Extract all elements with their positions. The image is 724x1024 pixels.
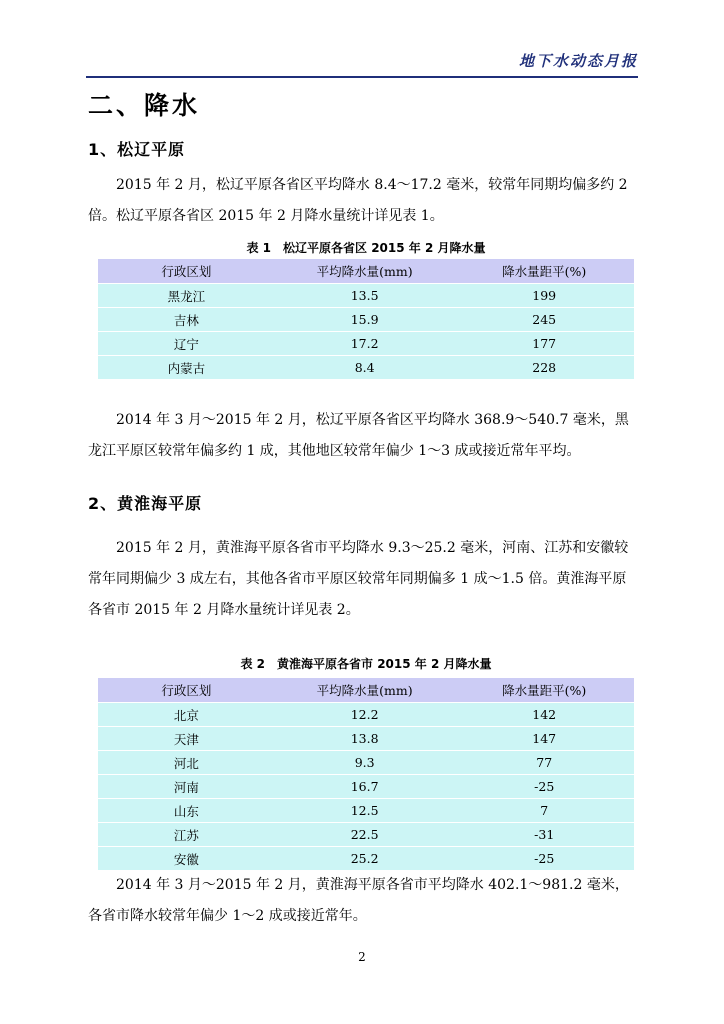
region-cell: 江苏: [98, 823, 275, 847]
table2-header-region: 行政区划: [98, 678, 275, 703]
table1-precipitation: [98, 259, 634, 379]
table1-caption: 表 1 松辽平原各省区 2015 年 2 月降水量: [246, 241, 486, 255]
table-row: [98, 703, 634, 727]
table-row: [98, 823, 634, 847]
table-row: [98, 799, 634, 823]
avg-cell: 15.9: [275, 308, 455, 332]
region-cell: 北京: [98, 703, 275, 727]
table-row: [98, 332, 634, 356]
table1-header-avg: 平均降水量(mm): [275, 259, 455, 284]
avg-cell: 22.5: [275, 823, 455, 847]
header-divider: [86, 76, 638, 78]
table1-header-region: 行政区划: [98, 259, 275, 284]
anomaly-cell: -25: [454, 847, 634, 871]
anomaly-cell: -31: [454, 823, 634, 847]
anomaly-cell: 147: [454, 727, 634, 751]
paragraph-huanghuaihai-feb: 2015 年 2 月，黄淮海平原各省市平均降水 9.3～25.2 毫米，河南、江苏和安徽较常年同期偏少 3 成左右，其他各省市平原区较常年同期偏多 1 成～1.5 倍。黄淮海平原各省市 2015 年 2 月降水量统计详见表 2。: [88, 540, 629, 618]
region-cell: 安徽: [98, 847, 275, 871]
table2-precipitation: [98, 678, 634, 870]
table2-header-anomaly: 降水量距平(%): [454, 678, 634, 703]
table-row: [98, 356, 634, 380]
anomaly-cell: 142: [454, 703, 634, 727]
table-row: [98, 308, 634, 332]
avg-cell: 25.2: [275, 847, 455, 871]
avg-cell: 13.5: [275, 284, 455, 308]
avg-cell: 12.5: [275, 799, 455, 823]
table2-caption: 表 2 黄淮海平原各省市 2015 年 2 月降水量: [240, 657, 492, 671]
region-cell: 河北: [98, 751, 275, 775]
page-number: 2: [358, 950, 366, 964]
avg-cell: 16.7: [275, 775, 455, 799]
avg-cell: 8.4: [275, 356, 455, 380]
paragraph-huanghuaihai-annual: 2014 年 3 月～2015 年 2 月，黄淮海平原各省市平均降水 402.1～981.2 毫米，各省市降水较常年偏少 1～2 成或接近常年。: [88, 877, 629, 924]
region-cell: 吉林: [98, 308, 275, 332]
anomaly-cell: -25: [454, 775, 634, 799]
table-row: [98, 284, 634, 308]
subsection-heading-songliao: 1、松辽平原: [88, 140, 186, 159]
anomaly-cell: 177: [454, 332, 634, 356]
table-row: [98, 751, 634, 775]
avg-cell: 17.2: [275, 332, 455, 356]
running-header-title: 地下水动态月报: [518, 52, 638, 70]
region-cell: 山东: [98, 799, 275, 823]
table2-header-row: [98, 678, 634, 703]
region-cell: 辽宁: [98, 332, 275, 356]
region-cell: 内蒙古: [98, 356, 275, 380]
anomaly-cell: 199: [454, 284, 634, 308]
avg-cell: 12.2: [275, 703, 455, 727]
avg-cell: 9.3: [275, 751, 455, 775]
table-row: [98, 727, 634, 751]
table-row: [98, 847, 634, 871]
region-cell: 河南: [98, 775, 275, 799]
section-heading: 二、降水: [88, 91, 201, 120]
region-cell: 黑龙江: [98, 284, 275, 308]
paragraph-songliao-annual: 2014 年 3 月～2015 年 2 月，松辽平原各省区平均降水 368.9～540.7 毫米，黑龙江平原区较常年偏多约 1 成，其他地区较常年偏少 1～3 成或接近常年平均。: [88, 412, 629, 459]
table1-header-anomaly: 降水量距平(%): [454, 259, 634, 284]
anomaly-cell: 245: [454, 308, 634, 332]
anomaly-cell: 7: [454, 799, 634, 823]
anomaly-cell: 77: [454, 751, 634, 775]
table1-header-row: [98, 259, 634, 284]
avg-cell: 13.8: [275, 727, 455, 751]
anomaly-cell: 228: [454, 356, 634, 380]
subsection-heading-huanghuaihai: 2、黄淮海平原: [88, 494, 203, 513]
table2-header-avg: 平均降水量(mm): [275, 678, 455, 703]
paragraph-songliao-feb: 2015 年 2 月，松辽平原各省区平均降水 8.4～17.2 毫米，较常年同期均偏多约 2 倍。松辽平原各省区 2015 年 2 月降水量统计详见表 1。: [88, 177, 628, 224]
region-cell: 天津: [98, 727, 275, 751]
table-row: [98, 775, 634, 799]
